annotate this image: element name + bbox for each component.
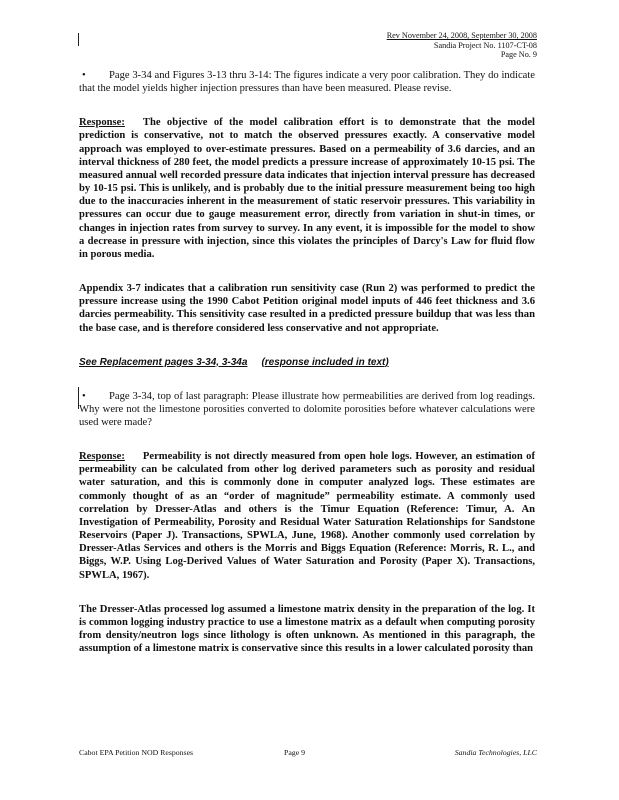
bullet: • (82, 70, 86, 81)
response-1-text: The objective of the model calibration effort is to demonstrate that the model prediction is conservative, not to match the observed pressures exactly. A conservative model approach was employed to over-estimate pressures. Based on a permeability of 3.6 darcies, and an interval thickness of 280 feet, the model predicts a pressure increase of approximately 10-15 psi. The measured annual well recorded pressure data indicates that injection interval pressure has decreased by 10-15 psi. This is unlikely, and is probably due to the initial pressure measurement being too high due to the inaccuracies inherent in the measurement of static reservoir pressures. This variability in pressures can occur due to gauge measurement error, directly from variation in shut-in times, or changes in injection rates from survey to survey. In any event, it is impossible for the model to show a decrease in pressure with injection, since this violates the principles of Darcy's Law for fluid flow in porous media. (79, 117, 535, 260)
comment-1-text: Page 3-34 and Figures 3-13 thru 3-14: The figures indicate a very poor calibration. They do indicate that the model yields higher injection pressures than have been measured. Please revise. (79, 70, 535, 95)
bullet: • (82, 390, 86, 402)
response-2-text: Permeability is not directly measured from open hole logs. However, an estimation of permeability can be calculated from other log derived parameters such as porosity and residual water saturation, and this is commonly done in computer analyzed logs. These estimates are commonly thought of as an “order of magnitude” permeability estimate. A commonly used correlation by Dresser-Atlas and others is the Timur Equation (Reference: Timur, A. An Investigation of Permeability, Porosity and Residual Water Saturation Relationships for Sandstone Reservoirs (Paper J). Transactions, SPWLA, June, 1968). Another commonly used correlation by Dresser-Atlas Services and others is the Morris and Biggs Equation (Reference: Morris, R. L., and Biggs, W.P. Using Log-Derived Values of Water Saturation and Porosity (Paper X). Transactions, SPWLA, 1967). (79, 451, 535, 581)
header-page: Page No. 9 (500, 50, 537, 60)
comment-1 (79, 69, 535, 95)
comment-2-text: Page 3-34, top of last paragraph: Please illustrate how permeabilities are derived from log readings. Why were not the limestone porosities converted to dolomite porosities before whatever calculations were used were made? (79, 390, 535, 428)
comment-2 (79, 390, 535, 429)
see-replacement-note (79, 356, 535, 369)
document-body (79, 69, 535, 655)
see-replacement-pages: See Replacement pages 3-34, 3-34a (79, 356, 248, 368)
footer-page: Page 9 (284, 748, 306, 757)
see-replacement-response: (response included in text) (261, 356, 389, 368)
footer-left: Cabot EPA Petition NOD Responses (79, 748, 194, 757)
appendix-paragraph: Appendix 3-7 indicates that a calibration run sensitivity case (Run 2) was performed to predict the pressure increase using the 1990 Cabot Petition original model inputs of 446 feet thickness and 3.6 darcies permeability. This sensitivity case resulted in a predicted pressure buildup that was less than the base case, and is therefore considered less conservative and not appropriate. (79, 283, 535, 334)
response-label: Response: (79, 117, 125, 129)
response-1 (79, 116, 535, 261)
response-2 (79, 450, 535, 582)
margin-mark (78, 33, 79, 46)
footer-right: Sandia Technologies, LLC (454, 748, 537, 757)
header-revision: Rev November 24, 2008, September 30, 2008 (386, 31, 537, 40)
header-project: Sandia Project No. 1107-CT-08 (433, 40, 537, 50)
dresser-paragraph: The Dresser-Atlas processed log assumed a limestone matrix density in the preparation of the log. It is common logging industry practice to use a limestone matrix as a default when computing porosity from density/neutron logs since lithology is often unknown. As mentioned in this paragraph, the assumption of a limestone matrix is conservative since this results in a lower calculated porosity than (79, 603, 535, 655)
response-label: Response: (79, 451, 125, 463)
page-header (387, 31, 537, 60)
